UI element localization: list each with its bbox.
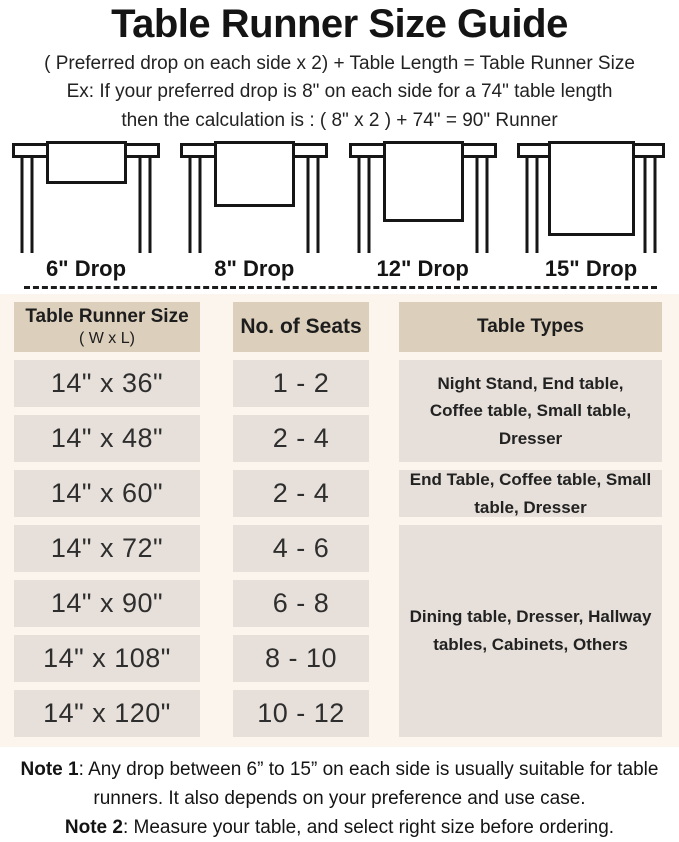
header-runner-size xyxy=(14,302,200,352)
runner-rect xyxy=(549,143,633,235)
runner-rect xyxy=(384,143,462,221)
table-runner-diagram-icon xyxy=(10,141,162,253)
page-title: Table Runner Size Guide xyxy=(111,2,568,46)
table-runner-diagram-icon xyxy=(178,141,330,253)
table-row-seats: 8 - 10 xyxy=(233,635,369,682)
table-row-seats: 4 - 6 xyxy=(233,525,369,572)
table-row-seats: 10 - 12 xyxy=(233,690,369,737)
table-row-size: 14" x 120" xyxy=(14,690,200,737)
header-table-types: Table Types xyxy=(399,302,662,352)
table-row-seats: 1 - 2 xyxy=(233,360,369,407)
table-illustration-8-drop xyxy=(176,141,332,282)
table-row-seats: 2 - 4 xyxy=(233,415,369,462)
drop-label-12: 12" Drop xyxy=(376,256,469,281)
table-row-size: 14" x 90" xyxy=(14,580,200,627)
formula-text: ( Preferred drop on each side x 2) + Table Length = Table Runner Size xyxy=(44,53,635,74)
table-runner-diagram-icon xyxy=(347,141,499,253)
runner-rect xyxy=(48,143,126,183)
note-2-label: Note 2 xyxy=(64,817,123,838)
example-line-1: Ex: If your preferred drop is 8" on each side for a 74" table length xyxy=(66,81,613,102)
dashed-divider xyxy=(24,286,657,289)
table-row-seats: 2 - 4 xyxy=(233,470,369,517)
note-1-text: : Any drop between 6” to 15” on each side is usually suitable for table runners. It also depends on your preference and use case. xyxy=(78,759,659,809)
drop-label-6: 6" Drop xyxy=(45,256,127,281)
drop-illustrations-row xyxy=(0,135,679,282)
table-illustration-12-drop xyxy=(345,141,501,282)
table-illustration-15-drop xyxy=(513,141,669,282)
note-1-label: Note 1 xyxy=(20,759,79,780)
table-row-size: 14" x 72" xyxy=(14,525,200,572)
table-runner-diagram-icon xyxy=(515,141,667,253)
table-row-size: 14" x 36" xyxy=(14,360,200,407)
table-types-group-medium: End Table, Coffee table, Small table, Dresser xyxy=(399,470,662,517)
table-row-size: 14" x 60" xyxy=(14,470,200,517)
table-row-size: 14" x 48" xyxy=(14,415,200,462)
header-no-of-seats: No. of Seats xyxy=(233,302,369,352)
table-row-size: 14" x 108" xyxy=(14,635,200,682)
header-runner-size-title: Table Runner Size xyxy=(25,305,189,327)
notes-section xyxy=(0,747,679,842)
drop-label-8: 8" Drop xyxy=(214,256,295,281)
table-types-group-large: Dining table, Dresser, Hallway tables, Cabinets, Others xyxy=(399,525,662,737)
table-row-seats: 6 - 8 xyxy=(233,580,369,627)
header-runner-size-sub: ( W x L) xyxy=(78,330,135,348)
size-guide-table xyxy=(14,302,679,737)
runner-rect xyxy=(216,143,294,206)
example-line-2: then the calculation is : ( 8" x 2 ) + 74" = 90" Runner xyxy=(121,110,558,131)
note-2-text: : Measure your table, and select right size before ordering. xyxy=(122,817,615,838)
drop-label-15: 15" Drop xyxy=(544,256,638,281)
table-illustration-6-drop xyxy=(8,141,164,282)
table-types-group-small: Night Stand, End table, Coffee table, Small table, Dresser xyxy=(399,360,662,462)
size-guide-table-section xyxy=(0,294,679,747)
